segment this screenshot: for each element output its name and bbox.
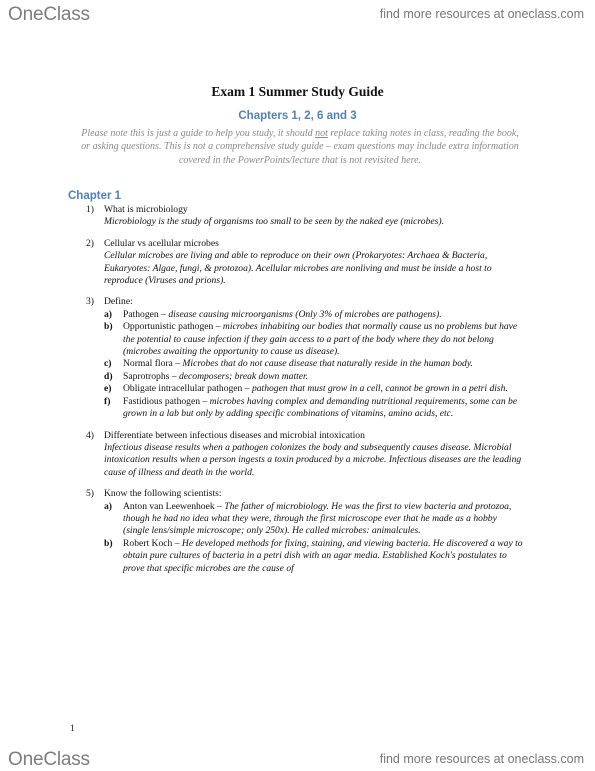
definition-item xyxy=(0,371,523,383)
item-term: Obligate intracellular pathogen – xyxy=(123,383,252,395)
study-guide-content xyxy=(0,204,595,584)
page-number: 1 xyxy=(70,724,75,734)
definition-item xyxy=(0,396,523,421)
item-definition: decomposers; break down matter. xyxy=(178,370,309,382)
item-definition: Microbes that do not cause disease that naturally reside in the human body. xyxy=(182,358,473,370)
item-term: Fastidious pathogen – xyxy=(123,395,210,407)
item-definition: pathogen that must grow in a cell, cannot be grown in a petri dish. xyxy=(251,383,508,395)
item-letter: f) xyxy=(104,395,111,407)
section-title: Know the following scientists: xyxy=(104,488,222,500)
note-text-pre: Please note this is just a guide to help you study, it should xyxy=(81,128,316,139)
item-definition: He developed methods for fixing, staining, and viewing bacteria. He discovered a way to obtain pure cultures of bacteria in a petri dish with an agar media. Established Koch's postulates to prove that specific microbes are the cause of xyxy=(123,537,523,574)
item-definition: microbes inhabiting our bodies that normally cause us no problems but have the potential to cause infection if they gain access to a part of the body where they do not belong (microbes awaiting the opportunity to cause us disease). xyxy=(123,321,518,358)
item-letter: c) xyxy=(104,358,112,370)
section xyxy=(0,430,595,480)
doc-title: Exam 1 Summer Study Guide xyxy=(211,84,384,99)
item-term: Normal flora – xyxy=(123,358,183,370)
definition-item xyxy=(0,383,523,395)
section-number: 3) xyxy=(86,296,94,308)
definition-item xyxy=(0,538,523,575)
item-letter: e) xyxy=(104,383,112,395)
section xyxy=(0,204,595,229)
section-title: Define: xyxy=(104,296,133,308)
item-letter: d) xyxy=(104,370,113,382)
section-description: Infectious disease results when a pathogen colonizes the body and subsequently causes disease. Microbial intoxication results when a person ingests a toxin produced by a microbe. Infectious diseases are the leading cause of illness and death in the world. xyxy=(104,441,522,478)
item-letter: a) xyxy=(104,500,112,512)
page-header xyxy=(0,0,595,28)
resources-link[interactable]: find more resources at oneclass.com xyxy=(379,7,584,21)
resources-link-footer[interactable]: find more resources at oneclass.com xyxy=(379,752,584,766)
disclaimer-note xyxy=(80,127,520,167)
item-term: Anton van Leewenhoek – xyxy=(123,500,225,512)
section-heading xyxy=(0,238,595,250)
note-emphasis: not xyxy=(315,128,328,139)
section-number: 2) xyxy=(86,237,94,249)
item-letter: a) xyxy=(104,308,112,320)
section-title: Differentiate between infectious diseases and microbial intoxication xyxy=(104,429,365,441)
section xyxy=(0,488,595,575)
section-title: Cellular vs acellular microbes xyxy=(104,237,219,249)
note-text-post: replace taking notes in class, reading the book, or asking questions. This is not a comprehensive study guide – exam questions may include extra information covered in the PowerPoints/lecture that is not revisited here. xyxy=(81,128,519,166)
item-letter: b) xyxy=(104,537,113,549)
section-title: What is microbiology xyxy=(104,204,188,215)
definition-item xyxy=(0,321,523,358)
definition-item xyxy=(0,501,523,538)
item-definition: The father of microbiology. He was the first to view bacteria and protozoa, though he had no idea what they were, through the first microscope ever that he made as a hobby (single lens/simple microscope; only 250x). He called microbes: animalcules. xyxy=(123,500,512,537)
item-term: Robert Koch – xyxy=(123,537,182,549)
section-heading xyxy=(0,204,595,216)
item-letter: b) xyxy=(104,321,113,333)
page-footer xyxy=(0,749,595,770)
item-term: Pathogen – xyxy=(123,308,169,320)
section-number: 1) xyxy=(86,204,94,215)
chapter-heading: Chapter 1 xyxy=(68,190,122,202)
definition-item xyxy=(0,309,523,321)
definition-item xyxy=(0,358,523,370)
oneclass-logo-footer[interactable]: OneClass xyxy=(8,749,90,770)
item-definition: disease causing microorganisms (Only 3% of microbes are pathogens). xyxy=(168,308,442,320)
item-term: Saprotrophs – xyxy=(123,370,179,382)
doc-subtitle: Chapters 1, 2, 6 and 3 xyxy=(238,110,357,122)
item-definition: microbes having complex and demanding nutritional requirements, some can be grown in a lab but only by adding specific combinations of vitamins, amino acids, etc. xyxy=(123,395,518,420)
section-number: 4) xyxy=(86,429,94,441)
section-heading xyxy=(0,296,595,308)
section-heading xyxy=(0,430,595,442)
section-description: Microbiology is the study of organisms too small to be seen by the naked eye (microbes). xyxy=(104,216,444,228)
section-heading xyxy=(0,488,595,500)
oneclass-logo[interactable]: OneClass xyxy=(8,4,90,25)
section-description: Cellular microbes are living and able to reproduce on their own (Prokaryotes: Archaea & Bacteria, Eukaryotes: Algae, fungi, & protozoa). Acellular microbes are nonliving and must be inside a host to reproduce (Viruses and prions). xyxy=(104,250,492,287)
section xyxy=(0,296,595,420)
section xyxy=(0,238,595,288)
item-term: Opportunistic pathogen – xyxy=(123,321,223,333)
section-number: 5) xyxy=(86,488,94,500)
